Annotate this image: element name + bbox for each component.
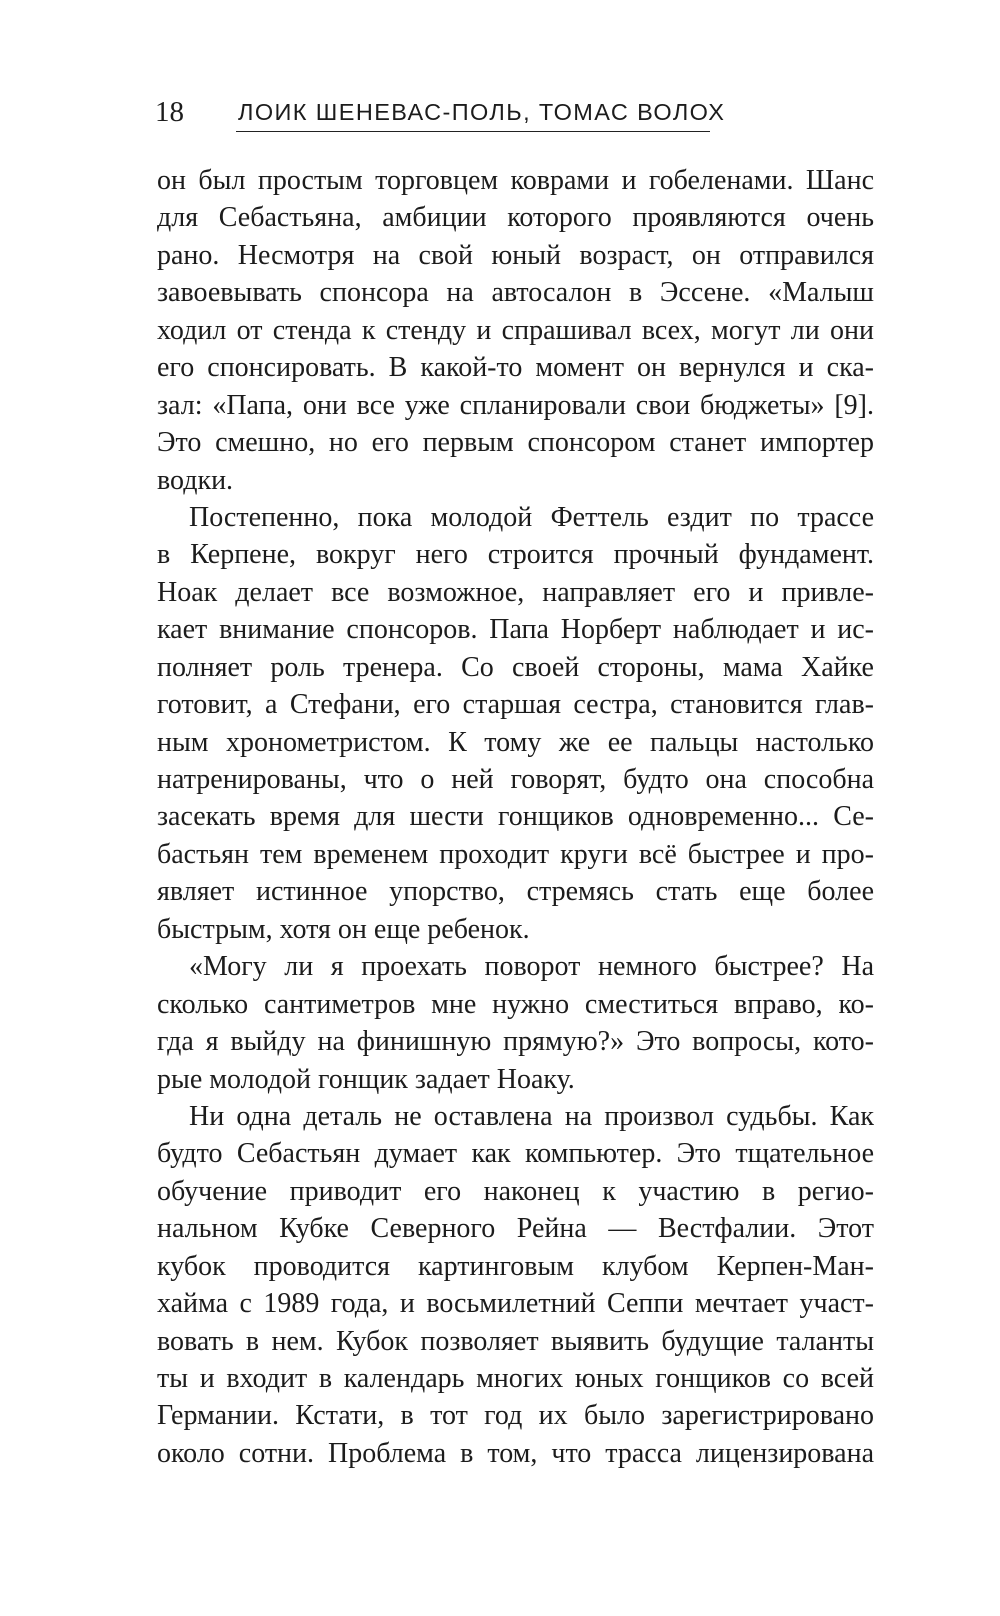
text-line: завоевывать спонсора на автосалон в Эссене. «Малыш [157, 277, 874, 309]
text-line: Постепенно, пока молодой Феттель ездит по трассе [189, 501, 874, 533]
text-line: являет истинное упорство, стремясь стать еще более [157, 876, 874, 908]
text-line: вовать в нем. Кубок позволяет выявить будущие таланты [157, 1325, 874, 1357]
page-number: 18 [155, 96, 184, 128]
text-line: нальном Кубке Северного Рейна — Вестфалии. Этот [157, 1213, 874, 1245]
text-line: кает внимание спонсоров. Папа Норберт наблюдает и ис- [157, 614, 874, 646]
text-line: ходил от стенда к стенду и спрашивал всех, могут ли они [157, 314, 874, 346]
text-line: для Себастьяна, амбиции которого проявляются очень [157, 202, 874, 234]
text-line: его спонсировать. В какой-то момент он вернулся и ска- [157, 352, 874, 384]
text-line: готовит, а Стефани, его старшая сестра, становится глав- [157, 689, 874, 721]
text-line: кубок проводится картинговым клубом Керпен-Ман- [157, 1250, 874, 1282]
text-line: Это смешно, но его первым спонсором станет импортер [157, 427, 874, 459]
text-line: Германии. Кстати, в тот год их было зарегистрировано [157, 1400, 874, 1432]
text-line: будто Себастьян думает как компьютер. Это тщательное [157, 1138, 874, 1170]
text-line: обучение приводит его наконец к участию в регио- [157, 1175, 874, 1207]
text-line: рые молодой гонщик задает Ноаку. [157, 1063, 575, 1095]
text-line: водки. [157, 464, 234, 496]
header-rule [236, 131, 710, 132]
text-line: Ноак делает все возможное, направляет его и привле- [157, 576, 874, 608]
text-line: он был простым торговцем коврами и гобеленами. Шанс [157, 165, 874, 196]
running-head: ЛОИК ШЕНЕВАС-ПОЛЬ, ТОМАС ВОЛОХ [238, 99, 726, 125]
page-header [155, 92, 726, 132]
text-line: гда я выйду на финишную прямую?» Это вопросы, кото- [157, 1026, 874, 1058]
text-line: зал: «Папа, они все уже спланировали свои бюджеты» [9]. [157, 389, 874, 421]
text-line: ным хронометристом. К тому же ее пальцы настолько [157, 726, 874, 758]
text-line: натренированы, что о ней говорят, будто она способна [157, 764, 874, 795]
body-text [157, 162, 874, 1472]
text-line: Ни одна деталь не оставлена на произвол судьбы. Как [189, 1100, 874, 1132]
text-line: быстрым, хотя он еще ребенок. [157, 913, 530, 945]
text-line: хайма с 1989 года, и восьмилетний Сеппи мечтает участ- [157, 1288, 874, 1320]
text-line: в Керпене, вокруг него строится прочный фундамент. [157, 539, 874, 571]
text-line: около сотни. Проблема в том, что трасса лицензирована [157, 1437, 874, 1469]
text-line: рано. Несмотря на свой юный возраст, он отправился [157, 239, 874, 271]
text-line: «Могу ли я проехать поворот немного быстрее? На [189, 951, 874, 983]
text-line: полняет роль тренера. Со своей стороны, мама Хайке [157, 651, 874, 683]
text-line: сколько сантиметров мне нужно сместиться вправо, ко- [157, 988, 874, 1020]
text-line: ты и входит в календарь многих юных гонщиков со всей [157, 1363, 874, 1394]
text-line: бастьян тем временем проходит круги всё быстрее и про- [157, 838, 874, 870]
text-line: засекать время для шести гонщиков одновременно... Се- [157, 801, 874, 833]
